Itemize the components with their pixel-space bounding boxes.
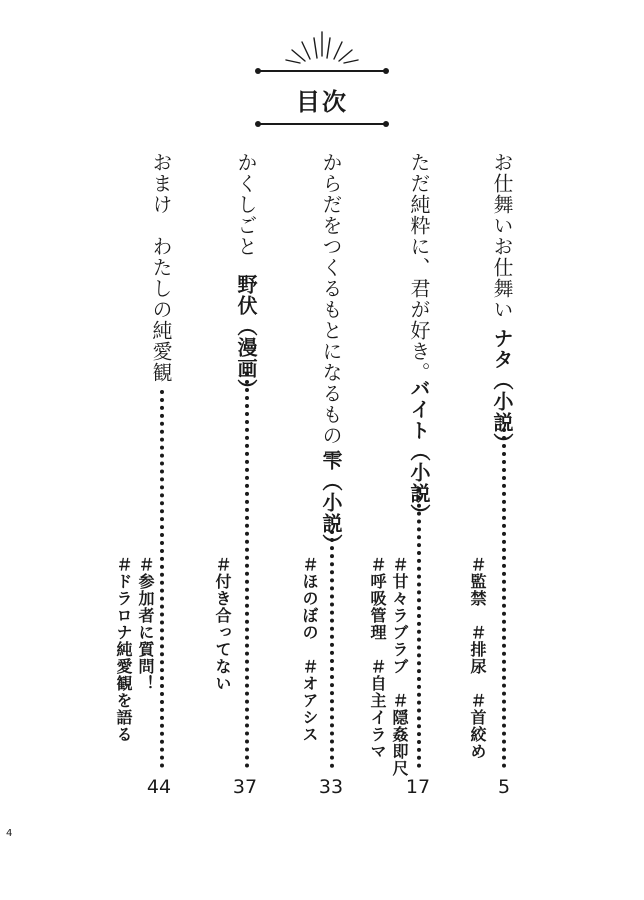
page-number: 17 xyxy=(405,776,431,798)
dot-leader xyxy=(245,372,249,768)
entry-tags: ＃呼吸管理 ＃自主イラマ xyxy=(368,556,387,760)
rule-end-dot xyxy=(255,121,261,127)
dot-leader xyxy=(330,530,334,768)
heading-rule-bottom xyxy=(258,123,386,125)
dot-leader xyxy=(502,428,506,768)
dot-leader xyxy=(417,488,421,768)
rule-end-dot xyxy=(383,68,389,74)
entry-author: バイト（小説） xyxy=(407,378,431,525)
toc-entry[interactable] xyxy=(231,152,261,257)
toc-entry[interactable] xyxy=(404,152,434,383)
page-number: 44 xyxy=(146,776,172,798)
entry-title: かくしごと xyxy=(234,152,258,257)
entry-tags: ＃甘々ラブラブ ＃隠姦即尺 xyxy=(390,556,409,777)
entry-tags: ＃付き合ってない xyxy=(213,556,232,692)
entry-title: ただ純粋に、君が好き。 xyxy=(407,152,431,383)
entry-tags: ＃監禁 ＃排尿 ＃首絞め xyxy=(468,556,487,760)
entry-author: 野伏（漫画） xyxy=(234,274,258,400)
entry-author: ナタ（小説） xyxy=(490,328,514,454)
rule-end-dot xyxy=(255,68,261,74)
entry-title: おまけ わたしの純愛観 xyxy=(149,152,173,383)
page-title: 目次 xyxy=(296,88,348,116)
toc-entry[interactable] xyxy=(487,152,517,320)
entry-title: からだをつくるもとになるもの xyxy=(319,152,343,446)
entry-title: お仕舞いお仕舞い xyxy=(490,152,514,320)
entry-tags: ＃ほのぼの ＃オアシス xyxy=(300,556,319,743)
folio-page-number: 4 xyxy=(6,828,13,839)
toc-entry[interactable] xyxy=(316,152,346,446)
page-number: 33 xyxy=(318,776,344,798)
page-number: 37 xyxy=(232,776,258,798)
entry-tags: ＃参加者に質問！ xyxy=(136,556,155,692)
sunburst-ornament-icon xyxy=(272,18,372,68)
toc-entry[interactable] xyxy=(146,152,176,383)
entry-tags: ＃ドラロナ純愛観を語る xyxy=(114,556,133,743)
rule-end-dot xyxy=(383,121,389,127)
dot-leader xyxy=(160,390,164,768)
heading-rule-top xyxy=(258,70,386,72)
entry-author: 雫（小説） xyxy=(319,450,343,555)
page-number: 5 xyxy=(497,776,511,798)
